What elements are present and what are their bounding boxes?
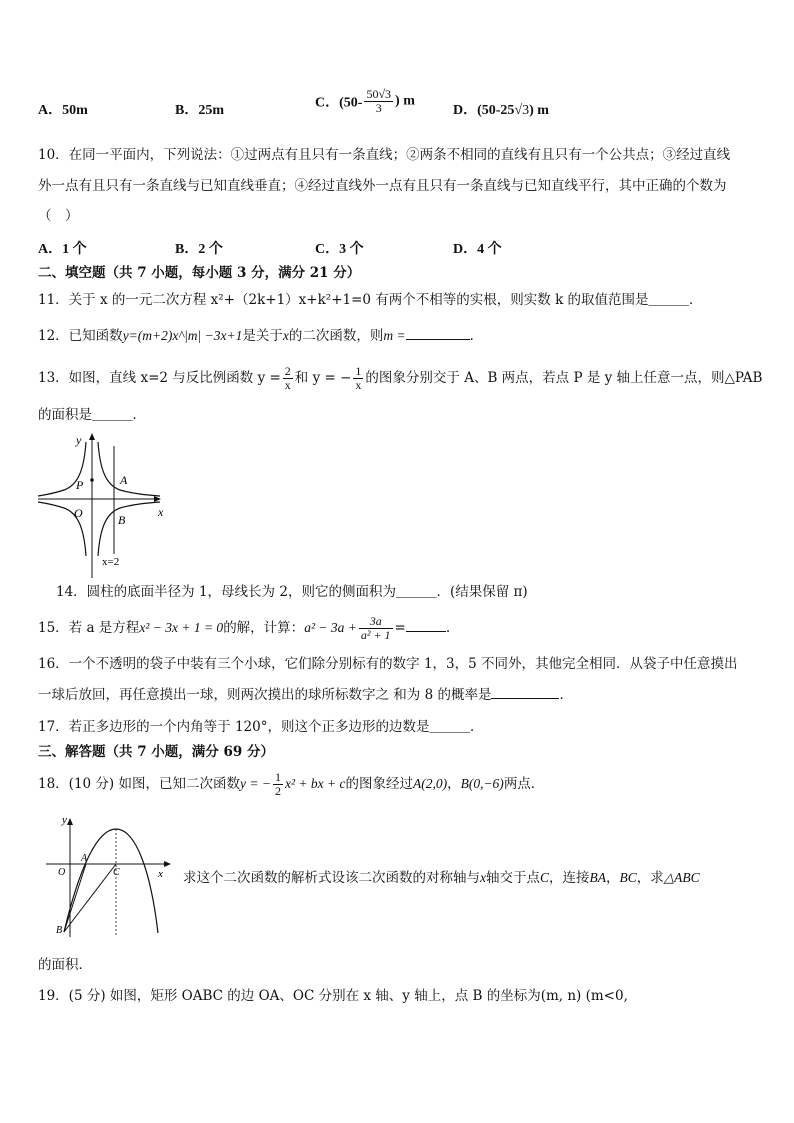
- section2-heading: 二、填空题（共 7 小题，每小题 3 分，满分 21 分）: [38, 265, 361, 281]
- q16-line1: 16．一个不透明的袋子中装有三个小球，它们除分别标有的数字 1，3，5 不同外，其他完全相同．从袋子中任意摸出: [38, 656, 738, 672]
- q16-blank: [491, 686, 559, 699]
- fig13-curve-q4: [98, 502, 160, 556]
- fig18-parabola: [64, 829, 158, 933]
- fig13-label-y: y: [76, 433, 82, 447]
- fig18-label-c: C: [113, 867, 120, 878]
- q15-text: 15．若 a 是方程x² − 3x + 1 = 0的解，计算：a² − 3a + $\frac{3a}{\text{a² + 1}}$ = .: [38, 614, 451, 642]
- q11-text: 11．关于 x 的一元二次方程 x²+（2k+1）x+k²+1=0 有两个不相等的实根，则实数 k 的取值范围是＿＿＿．: [38, 292, 703, 308]
- q18-side-text: 求这个二次函数的解析式设该二次函数的对称轴与x轴交于点C，连接BA，BC，求△ABC: [183, 870, 700, 886]
- q10-option-b: B．2 个: [175, 242, 223, 257]
- fig18-segment-bc: [64, 864, 116, 932]
- figure-q13: [36, 430, 176, 580]
- q12-blank: [406, 327, 470, 340]
- q17-text: 17．若正多边形的一个内角等于 120°，则这个正多边形的边数是＿＿＿．: [38, 719, 484, 735]
- fig13-label-b: B: [118, 513, 126, 527]
- q16-line2: 一球后放回，再任意摸出一球，则两次摸出的球所标数字之 和为 8 的概率是 ．: [38, 687, 573, 703]
- fig13-label-x: x: [158, 505, 164, 519]
- q13-line2: 的面积是＿＿＿．: [38, 407, 146, 423]
- fig13-label-line: x=2: [102, 556, 120, 568]
- fig18-label-a: A: [81, 853, 88, 864]
- fig18-label-o: O: [58, 867, 66, 878]
- q10-line1: 10．在同一平面内，下列说法：①过两点有且只有一条直线；②两条不相同的直线有且只有一个公共点；③经过直线: [38, 147, 731, 163]
- q9-option-c: C．(50- $\frac{50√3}{3}$ ) m: [315, 87, 415, 115]
- figure-q18: [40, 815, 180, 940]
- fig13-label-o: O: [74, 506, 83, 520]
- q12-text: 12．已知函数y=(m+2)x^|m| −3x+1是关于x的二次函数，则m = ．: [38, 328, 484, 344]
- q14-text: 14．圆柱的底面半径为 1，母线长为 2，则它的侧面积为＿＿＿．(结果保留 π): [56, 584, 528, 600]
- q15-blank: [406, 619, 446, 632]
- q10-line2: 外一点有且只有一条直线与已知直线垂直；④经过直线外一点有且只有一条直线与已知直线平行，其中正确的个数为: [38, 178, 727, 194]
- q18-line2: 的面积．: [38, 957, 92, 973]
- fig18-label-x: x: [158, 868, 163, 880]
- q18-text: 18．(10 分) 如图，已知二次函数y = − $\frac{1}{2}$ x² + bx + c的图象经过A(2,0)，B(0,−6)两点．: [38, 770, 545, 798]
- fig13-curve-q1: [98, 442, 160, 496]
- fig13-label-p: P: [76, 478, 84, 492]
- q10-line3: （ ）: [38, 208, 79, 224]
- q9-option-a: A．50m: [38, 103, 88, 118]
- q10-option-a: A．1 个: [38, 242, 87, 257]
- q9-option-d: D．(50-25√3) m: [453, 103, 549, 118]
- q13-text: 13．如图，直线 x=2 与反比例函数 y = $\frac{2}{x}$ 和 y = − $\frac{1}{x}$ 的图象分别交于 A、B 两点，若点 P 是 y 轴上任意一点，则△PAB: [38, 364, 763, 392]
- q19-text: 19．(5 分) 如图，矩形 OABC 的边 OA、OC 分别在 x 轴、y 轴上，点 B 的坐标为(m, n) (m<0,: [38, 988, 628, 1004]
- q10-option-c: C．3 个: [315, 242, 364, 257]
- fig18-label-y: y: [62, 815, 67, 826]
- fig18-segment-ba: [64, 864, 86, 932]
- section3-heading: 三、解答题（共 7 小题，满分 69 分）: [38, 744, 274, 760]
- fig18-label-b: B: [56, 925, 63, 936]
- q10-option-d: D．4 个: [453, 242, 502, 257]
- fig13-point-p: [90, 478, 94, 482]
- q9-option-b: B．25m: [175, 103, 224, 118]
- fig13-label-a: A: [120, 473, 128, 487]
